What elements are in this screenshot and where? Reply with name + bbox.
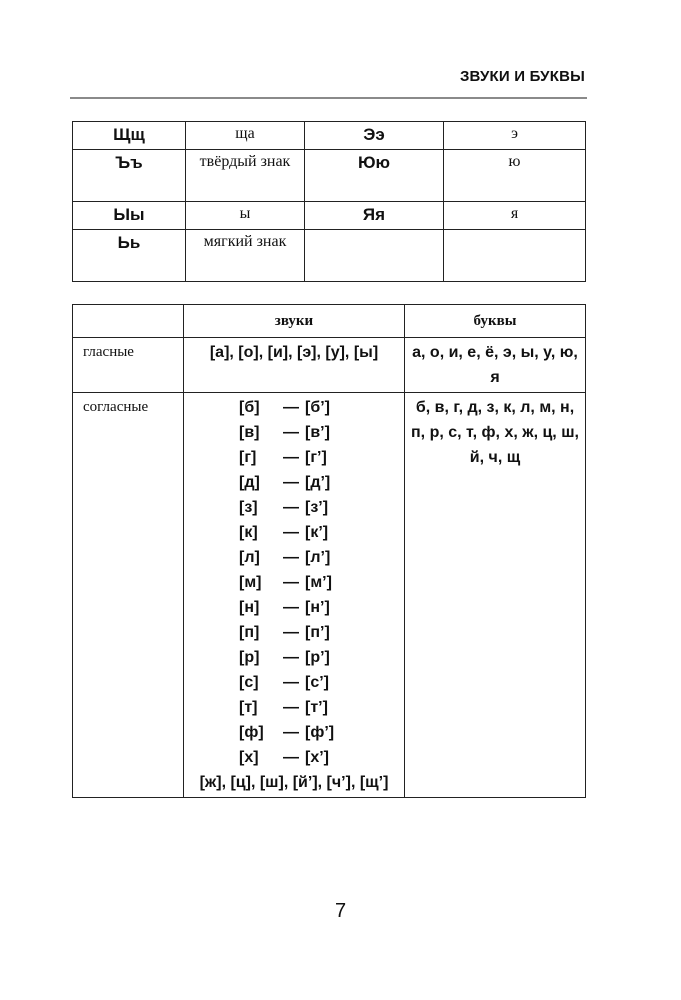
consonant-soft: [х’] (305, 749, 329, 766)
consonant-soft: [ф’] (305, 724, 335, 741)
table-row (73, 150, 586, 202)
column-header: звуки (184, 305, 405, 338)
table-row (73, 230, 586, 282)
consonant-soft: [п’] (305, 624, 330, 641)
consonant-pair (190, 745, 398, 770)
consonant-dash: — (283, 474, 299, 491)
letter-cell: Ъъ (73, 150, 186, 202)
consonant-pairs-list (190, 395, 398, 770)
consonant-soft: [р’] (305, 649, 330, 666)
consonant-pair (190, 695, 398, 720)
consonant-soft: [в’] (305, 424, 330, 441)
consonant-dash: — (283, 599, 299, 616)
letter-cell: Ыы (73, 202, 186, 230)
sounds-letters-table (72, 304, 586, 798)
consonant-hard: [к] (239, 524, 258, 541)
consonant-pair (190, 720, 398, 745)
consonant-pair (190, 545, 398, 570)
column-header (73, 305, 184, 338)
consonant-soft: [б’] (305, 399, 330, 416)
vowel-sounds: [а], [о], [и], [э], [у], [ы] (184, 338, 405, 393)
consonant-dash: — (283, 499, 299, 516)
consonant-hard: [р] (239, 649, 260, 666)
consonant-dash: — (283, 449, 299, 466)
consonant-hard: [с] (239, 674, 259, 691)
consonant-dash: — (283, 624, 299, 641)
letter-name-cell: мягкий знак (186, 230, 305, 282)
consonant-hard: [д] (239, 474, 260, 491)
consonant-pair (190, 445, 398, 470)
consonant-soft: [н’] (305, 599, 330, 616)
consonant-pair (190, 570, 398, 595)
consonant-soft: [с’] (305, 674, 329, 691)
consonant-soft: [з’] (305, 499, 329, 516)
row-label-consonants: согласные (73, 393, 184, 798)
vowel-letters: а, о, и, е, ё, э, ы, у, ю, я (405, 338, 586, 393)
consonant-dash: — (283, 399, 299, 416)
consonant-soft: [г’] (305, 449, 327, 466)
letter-cell: Щщ (73, 122, 186, 150)
consonant-soft: [к’] (305, 524, 329, 541)
alphabet-table (72, 121, 586, 282)
letter-cell: Ьь (73, 230, 186, 282)
table-row (73, 393, 586, 798)
letter-cell: Яя (305, 202, 444, 230)
consonant-hard: [ф] (239, 724, 264, 741)
letter-name-cell: ю (444, 150, 586, 202)
running-header: ЗВУКИ И БУКВЫ (459, 68, 585, 85)
consonant-dash: — (283, 549, 299, 566)
consonant-hard: [х] (239, 749, 259, 766)
letter-name-cell: твёрдый знак (186, 150, 305, 202)
consonant-hard: [б] (239, 399, 260, 416)
consonant-pair (190, 595, 398, 620)
consonant-hard: [м] (239, 574, 262, 591)
consonant-dash: — (283, 649, 299, 666)
consonant-pair (190, 420, 398, 445)
column-header: буквы (405, 305, 586, 338)
letter-name-cell (444, 230, 586, 282)
table-header-row (73, 305, 586, 338)
consonant-sounds (184, 393, 405, 798)
consonant-letters: б, в, г, д, з, к, л, м, н, п, р, с, т, ф, х, ж, ц, ш, й, ч, щ (405, 393, 586, 798)
consonant-hard: [г] (239, 449, 257, 466)
letter-name-cell: ща (186, 122, 305, 150)
consonant-pair (190, 495, 398, 520)
consonant-pair (190, 620, 398, 645)
consonant-hard: [в] (239, 424, 260, 441)
consonant-dash: — (283, 524, 299, 541)
letter-cell (305, 230, 444, 282)
consonant-pair (190, 645, 398, 670)
consonant-pair (190, 470, 398, 495)
consonant-dash: — (283, 749, 299, 766)
table-row (73, 338, 586, 393)
letter-name-cell: э (444, 122, 586, 150)
header-rule (70, 97, 587, 99)
table-row (73, 202, 586, 230)
consonant-soft: [л’] (305, 549, 331, 566)
letter-name-cell: я (444, 202, 586, 230)
consonant-pair (190, 395, 398, 420)
consonant-dash: — (283, 424, 299, 441)
table-row (73, 122, 586, 150)
consonant-dash: — (283, 574, 299, 591)
consonant-hard: [л] (239, 549, 260, 566)
page-number: 7 (334, 900, 347, 922)
unpaired-consonants: [ж], [ц], [ш], [й’], [ч’], [щ’] (199, 774, 389, 791)
letter-name-cell: ы (186, 202, 305, 230)
letter-cell: Юю (305, 150, 444, 202)
consonant-soft: [м’] (305, 574, 332, 591)
consonant-hard: [з] (239, 499, 258, 516)
consonant-dash: — (283, 724, 299, 741)
letter-cell: Ээ (305, 122, 444, 150)
consonant-pair (190, 670, 398, 695)
consonant-soft: [д’] (305, 474, 331, 491)
consonant-pair (190, 520, 398, 545)
consonant-hard: [т] (239, 699, 258, 716)
consonant-dash: — (283, 674, 299, 691)
consonant-hard: [п] (239, 624, 260, 641)
consonant-hard: [н] (239, 599, 260, 616)
consonant-dash: — (283, 699, 299, 716)
consonant-soft: [т’] (305, 699, 328, 716)
row-label-vowels: гласные (73, 338, 184, 393)
